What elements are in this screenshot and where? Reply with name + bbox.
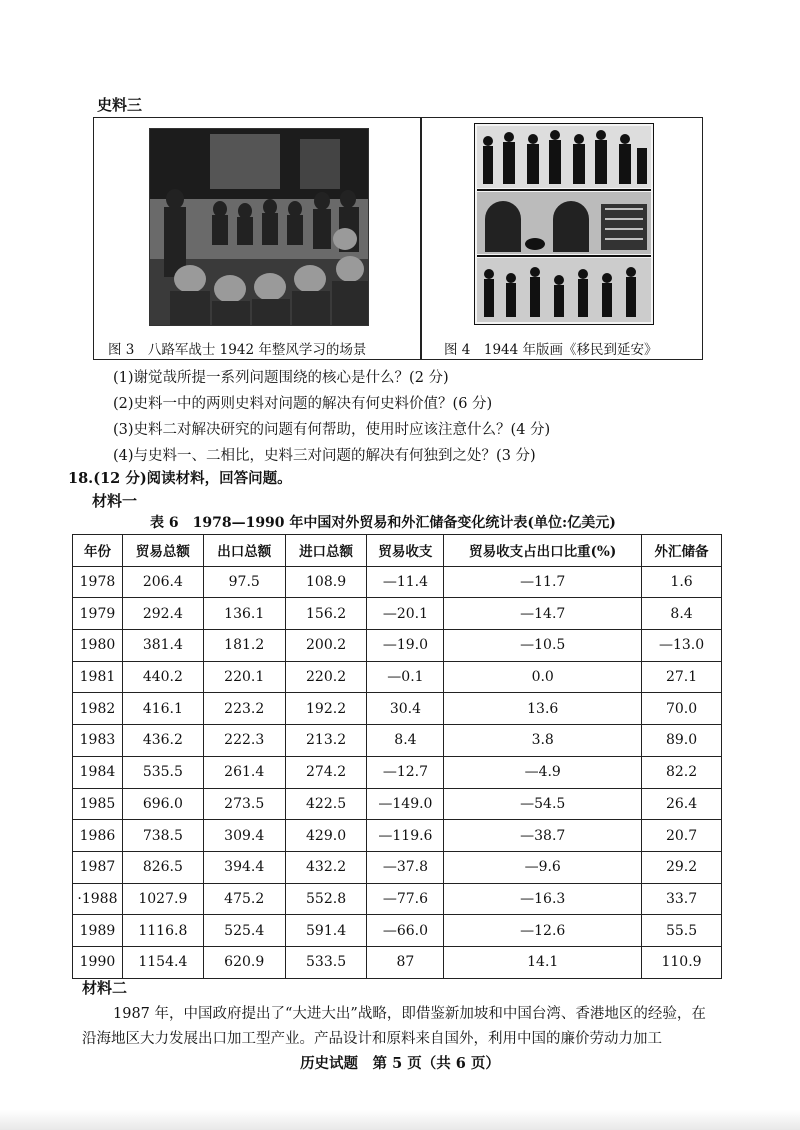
- cell-import-total: 274.2: [285, 756, 367, 788]
- cell-trade-total: 535.5: [122, 756, 203, 788]
- cell-trade-balance: 30.4: [367, 693, 444, 725]
- cell-year: ·1988: [73, 883, 123, 915]
- figure-3-caption: 图 3 八路军战士 1942 年整风学习的场景: [108, 342, 367, 358]
- material-2-label: 材料二: [82, 979, 128, 997]
- cell-trade-total: 436.2: [122, 725, 203, 757]
- cell-export-total: 394.4: [203, 851, 285, 883]
- cell-trade-balance: —0.1: [367, 661, 444, 693]
- cell-balance-ratio: 3.8: [444, 725, 642, 757]
- cell-export-total: 136.1: [203, 598, 285, 630]
- cell-trade-balance: —20.1: [367, 598, 444, 630]
- cell-balance-ratio: —4.9: [444, 756, 642, 788]
- cell-import-total: 200.2: [285, 630, 367, 662]
- cell-trade-total: 1154.4: [122, 946, 203, 978]
- cell-year: 1981: [73, 661, 123, 693]
- table-row: [73, 661, 722, 693]
- cell-import-total: 192.2: [285, 693, 367, 725]
- cell-year: 1985: [73, 788, 123, 820]
- cell-year: 1984: [73, 756, 123, 788]
- cell-trade-total: 696.0: [122, 788, 203, 820]
- figure-3-photo: [149, 128, 369, 326]
- cell-forex-reserves: 82.2: [642, 756, 722, 788]
- cell-forex-reserves: 29.2: [642, 851, 722, 883]
- cell-trade-total: 416.1: [122, 693, 203, 725]
- table-row: [73, 915, 722, 947]
- header-year: 年份: [73, 535, 123, 567]
- cell-trade-balance: 87: [367, 946, 444, 978]
- material-2-line-2: 沿海地区大力发展出口加工型产业。产品设计和原料来自国外，利用中国的廉价劳动力加工: [82, 1031, 662, 1047]
- header-balance-ratio: 贸易收支占出口比重(%): [444, 535, 642, 567]
- cell-export-total: 181.2: [203, 630, 285, 662]
- cell-balance-ratio: —9.6: [444, 851, 642, 883]
- figures-divider: [420, 118, 422, 359]
- cell-export-total: 220.1: [203, 661, 285, 693]
- cell-balance-ratio: 0.0: [444, 661, 642, 693]
- material-1-label: 材料一: [92, 492, 138, 510]
- cell-trade-balance: 8.4: [367, 725, 444, 757]
- question-2: (2)史料一中的两则史料对问题的解决有何史料价值？(6 分): [113, 396, 493, 412]
- cell-year: 1990: [73, 946, 123, 978]
- cell-import-total: 156.2: [285, 598, 367, 630]
- figure-4-woodcut: [474, 123, 654, 325]
- cell-balance-ratio: —16.3: [444, 883, 642, 915]
- cell-forex-reserves: 20.7: [642, 820, 722, 852]
- cell-year: 1986: [73, 820, 123, 852]
- cell-import-total: 213.2: [285, 725, 367, 757]
- cell-export-total: 223.2: [203, 693, 285, 725]
- cell-trade-total: 1027.9: [122, 883, 203, 915]
- cell-balance-ratio: 13.6: [444, 693, 642, 725]
- cell-trade-balance: —11.4: [367, 566, 444, 598]
- cell-balance-ratio: —10.5: [444, 630, 642, 662]
- cell-export-total: 620.9: [203, 946, 285, 978]
- cell-trade-total: 738.5: [122, 820, 203, 852]
- cell-year: 1982: [73, 693, 123, 725]
- cell-balance-ratio: —11.7: [444, 566, 642, 598]
- table-row: [73, 598, 722, 630]
- question-3: (3)史料二对解决研究的问题有何帮助，使用时应该注意什么？(4 分): [113, 422, 551, 438]
- cell-balance-ratio: —12.6: [444, 915, 642, 947]
- table-row: [73, 693, 722, 725]
- page-footer: 历史试题 第 5 页（共 6 页）: [300, 1055, 500, 1072]
- cell-export-total: 97.5: [203, 566, 285, 598]
- cell-trade-total: 381.4: [122, 630, 203, 662]
- cell-export-total: 475.2: [203, 883, 285, 915]
- cell-trade-total: 206.4: [122, 566, 203, 598]
- cell-trade-balance: —37.8: [367, 851, 444, 883]
- cell-forex-reserves: 70.0: [642, 693, 722, 725]
- cell-year: 1987: [73, 851, 123, 883]
- cell-forex-reserves: —13.0: [642, 630, 722, 662]
- table-row: [73, 946, 722, 978]
- cell-trade-balance: —77.6: [367, 883, 444, 915]
- cell-import-total: 432.2: [285, 851, 367, 883]
- cell-year: 1979: [73, 598, 123, 630]
- question-18-heading: 18.(12 分)阅读材料，回答问题。: [68, 470, 292, 487]
- table-header-row: [73, 535, 722, 567]
- cell-export-total: 309.4: [203, 820, 285, 852]
- cell-trade-balance: —149.0: [367, 788, 444, 820]
- cell-trade-total: 292.4: [122, 598, 203, 630]
- table-row: [73, 851, 722, 883]
- cell-year: 1978: [73, 566, 123, 598]
- trade-statistics-table: [72, 534, 722, 979]
- cell-forex-reserves: 89.0: [642, 725, 722, 757]
- cell-forex-reserves: 1.6: [642, 566, 722, 598]
- material-2-line-1: 1987 年，中国政府提出了“大进大出”战略，即借鉴新加坡和中国台湾、香港地区的经验，在: [113, 1006, 706, 1022]
- cell-balance-ratio: —38.7: [444, 820, 642, 852]
- header-export-total: 出口总额: [203, 535, 285, 567]
- cell-export-total: 525.4: [203, 915, 285, 947]
- cell-import-total: 422.5: [285, 788, 367, 820]
- cell-import-total: 591.4: [285, 915, 367, 947]
- table-row: [73, 788, 722, 820]
- table-row: [73, 725, 722, 757]
- figures-frame: [93, 117, 703, 360]
- header-import-total: 进口总额: [285, 535, 367, 567]
- table-row: [73, 566, 722, 598]
- cell-import-total: 429.0: [285, 820, 367, 852]
- cell-year: 1980: [73, 630, 123, 662]
- cell-import-total: 108.9: [285, 566, 367, 598]
- cell-balance-ratio: —54.5: [444, 788, 642, 820]
- cell-forex-reserves: 33.7: [642, 883, 722, 915]
- cell-year: 1983: [73, 725, 123, 757]
- cell-trade-balance: —119.6: [367, 820, 444, 852]
- question-4: (4)与史料一、二相比，史料三对问题的解决有何独到之处？(3 分): [113, 448, 536, 464]
- cell-year: 1989: [73, 915, 123, 947]
- scan-bottom-shadow: [0, 1110, 800, 1130]
- table-row: [73, 820, 722, 852]
- cell-trade-balance: —66.0: [367, 915, 444, 947]
- table-row: [73, 630, 722, 662]
- header-forex-reserves: 外汇储备: [642, 535, 722, 567]
- cell-forex-reserves: 27.1: [642, 661, 722, 693]
- cell-import-total: 533.5: [285, 946, 367, 978]
- header-trade-total: 贸易总额: [122, 535, 203, 567]
- cell-import-total: 552.8: [285, 883, 367, 915]
- cell-forex-reserves: 55.5: [642, 915, 722, 947]
- cell-trade-balance: —12.7: [367, 756, 444, 788]
- cell-balance-ratio: —14.7: [444, 598, 642, 630]
- cell-export-total: 273.5: [203, 788, 285, 820]
- table-caption: 表 6 1978—1990 年中国对外贸易和外汇储备变化统计表(单位:亿美元): [150, 515, 616, 531]
- cell-trade-balance: —19.0: [367, 630, 444, 662]
- question-1: (1)谢觉哉所提一系列问题围绕的核心是什么？(2 分): [113, 370, 449, 386]
- table-row: [73, 756, 722, 788]
- cell-balance-ratio: 14.1: [444, 946, 642, 978]
- cell-trade-total: 1116.8: [122, 915, 203, 947]
- cell-forex-reserves: 110.9: [642, 946, 722, 978]
- section-label-shiliao-3: 史料三: [97, 96, 143, 114]
- header-trade-balance: 贸易收支: [367, 535, 444, 567]
- cell-forex-reserves: 26.4: [642, 788, 722, 820]
- cell-forex-reserves: 8.4: [642, 598, 722, 630]
- cell-export-total: 261.4: [203, 756, 285, 788]
- cell-trade-total: 440.2: [122, 661, 203, 693]
- cell-export-total: 222.3: [203, 725, 285, 757]
- figure-4-caption: 图 4 1944 年版画《移民到延安》: [444, 342, 658, 358]
- cell-import-total: 220.2: [285, 661, 367, 693]
- table-row: [73, 883, 722, 915]
- table-body: [73, 566, 722, 978]
- cell-trade-total: 826.5: [122, 851, 203, 883]
